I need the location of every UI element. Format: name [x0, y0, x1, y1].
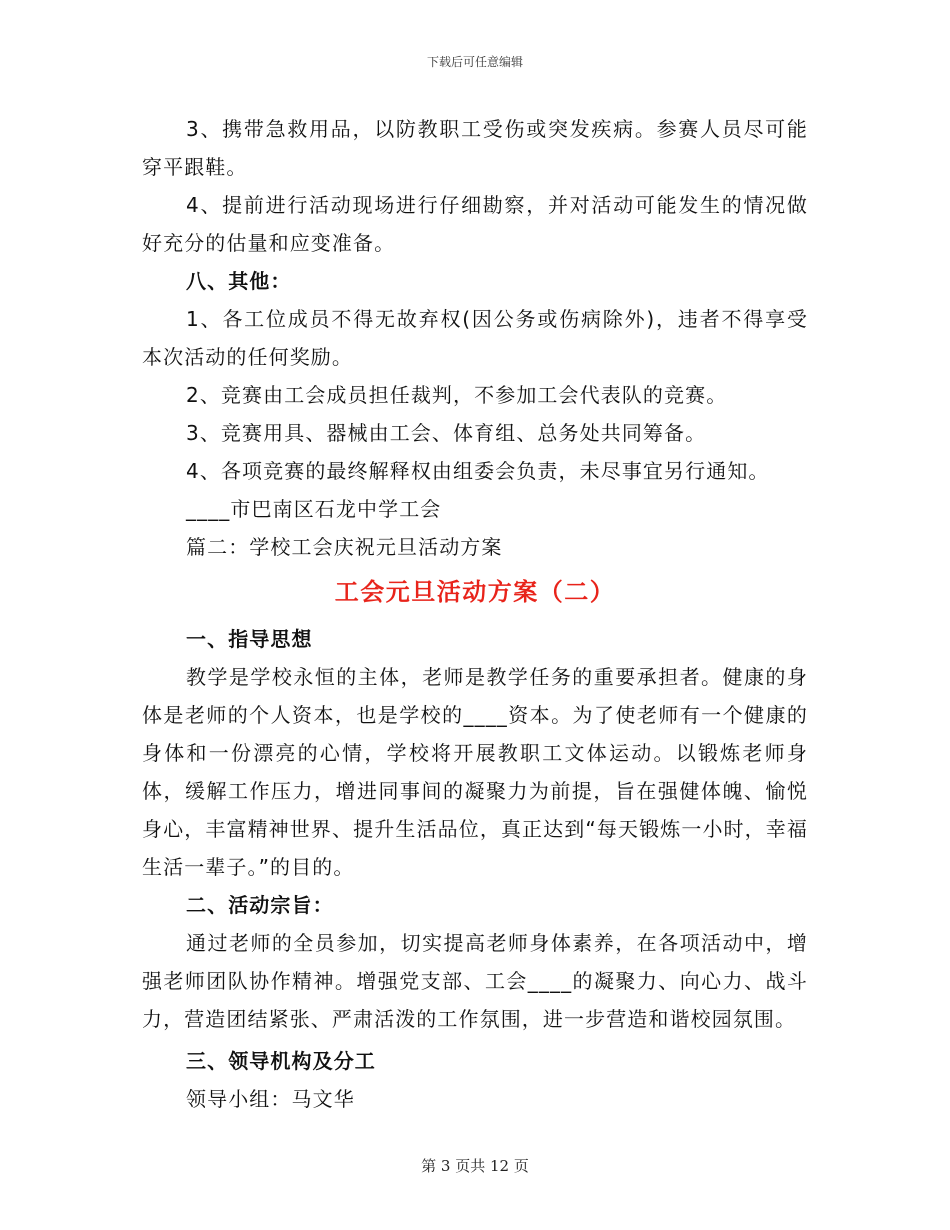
organization-line: ____市巴南区石龙中学工会	[186, 497, 442, 521]
paragraph: 4、各项竞赛的最终解释权由组委会负责，未尽事宜另行通知。	[186, 459, 770, 483]
document-title: 工会元旦活动方案（二）	[334, 578, 616, 606]
paragraph: 4、提前进行活动现场进行仔细勘察，并对活动可能发生的情况做好充分的估量和应变准备。	[142, 193, 808, 255]
page-header: 下载后可任意编辑	[426, 55, 523, 69]
paragraph: 通过老师的全员参加，切实提高老师身体素养，在各项活动中，增强老师团队协作精神。增强党支部、工会____的凝聚力、向心力、战斗力，营造团结紧张、严肃活泼的工作氛围，进一步营造和谐校园氛围。	[142, 931, 808, 1031]
paragraph: 教学是学校永恒的主体，老师是教学任务的重要承担者。健康的身体是老师的个人资本，也是学校的____资本。为了使老师有一个健康的身体和一份漂亮的心情，学校将开展教职工文体运动。以锻炼老师身体，缓解工作压力，增进同事间的凝聚力为前提，旨在强健体魄、愉悦身心，丰富精神世界、提升生活品位，真正达到“每天锻炼一小时，幸福生活一辈子。”的目的。	[142, 665, 808, 879]
section-heading: 二、活动宗旨：	[186, 893, 334, 917]
paragraph: 3、竞赛用具、器械由工会、体育组、总务处共同筹备。	[186, 421, 707, 445]
paragraph: 3、携带急救用品，以防教职工受伤或突发疾病。参赛人员尽可能穿平跟鞋。	[142, 117, 808, 179]
section-heading: 八、其他：	[186, 269, 292, 293]
section-heading: 一、指导思想	[186, 627, 313, 651]
section-heading: 三、领导机构及分工	[186, 1049, 376, 1073]
document-body	[142, 110, 808, 1118]
paragraph: 2、竞赛由工会成员担任裁判，不参加工会代表队的竞赛。	[186, 383, 728, 407]
paragraph: 领导小组：马文华	[186, 1087, 355, 1111]
paragraph: 1、各工位成员不得无故弃权(因公务或伤病除外)，违者不得享受本次活动的任何奖励。	[142, 307, 808, 369]
page-footer: 第 3 页共 12 页	[421, 1157, 529, 1175]
part-label: 篇二：学校工会庆祝元旦活动方案	[186, 535, 503, 559]
